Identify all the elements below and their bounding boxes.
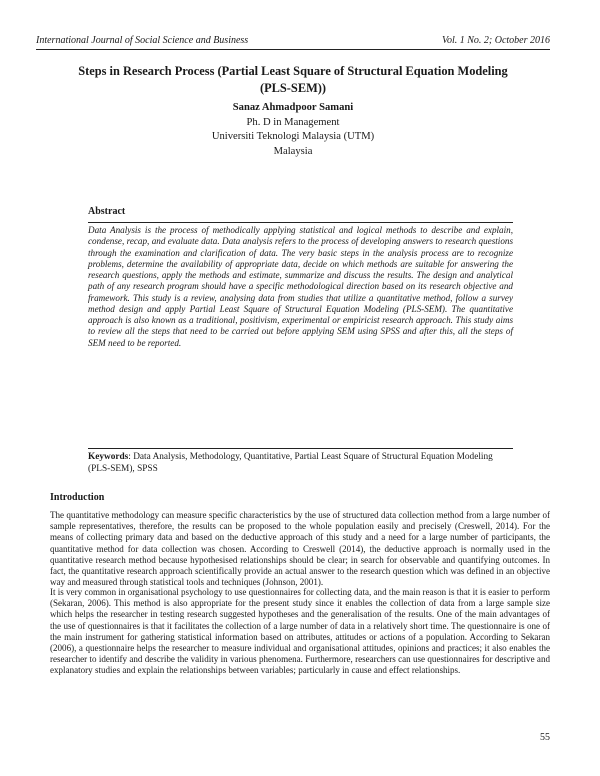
keywords-label: Keywords [88, 452, 129, 462]
abstract-bottom-divider [88, 448, 513, 449]
introduction-paragraph-2: It is very common in organisational psychology to use questionnaires for collecting data, and the main reason is that it is easier to perform (Sekaran, 2006). This method is also appropriate for the present study since it enables the collection of data from a large sample size which helps the researcher in testing research suggested hypotheses and the generalisation of the results. One of the main advantages of the use of questionnaires is that it facilitates the collection of a large number of data in a relatively short time. The questionnaire is one of the main instrument for gathering statistical information based on attributes, attitudes or actions of a population. According to Sekaran (2006), a questionnaire helps the researcher to measure individual and organisational attitudes, opinions and practices; it also enables the researcher to identify and describe the validity in various phenomena. Furthermore, researchers can use questionnaires for descriptive and explanatory studies and explain the relationships between variables; particularly in cause and effect relationships. [50, 587, 550, 676]
header-divider [36, 49, 550, 50]
keywords [88, 452, 513, 475]
keywords-text: : Data Analysis, Methodology, Quantitative, Partial Least Square of Structural Equation Modeling (PLS-SEM), SPSS [88, 452, 493, 474]
author-degree: Ph. D in Management [246, 116, 340, 128]
title-line-2: (PLS-SEM)) [259, 81, 327, 95]
issue-info: Vol. 1 No. 2; October 2016 [441, 35, 550, 46]
author-block [36, 101, 550, 159]
paper-title [36, 63, 550, 97]
page-number: 55 [540, 732, 550, 743]
introduction-paragraph-1: The quantitative methodology can measure specific characteristics by the use of structured data collection method from a large number of sample representatives, therefore, the results can be proposed to the whole population easily and precisely (Creswell, 2014). For the means of collecting primary data and based on the deductive approach of this study and a need for a large number of participants, the quantitative method for data collection was chosen. According to Creswell (2014), the deductive approach is normally used in the quantitative research method because hypothesised relationships should be clear; in search for observable and quantifying outcomes. In fact, the quantitative research approach scientifically provide an actual answer to the research question which was defined in an objective way and measured through statistical tools and techniques (Johnson, 2001). [50, 510, 550, 588]
introduction-heading: Introduction [50, 492, 105, 503]
abstract-top-divider [88, 222, 513, 223]
running-header [36, 34, 550, 48]
abstract-text: Data Analysis is the process of methodically applying statistical and logical methods to describe and explain, condense, recap, and evaluate data. Data analysis refers to the process of developing answers to research questions through the examination and clarification of data. The very basic steps in the analysis process are to recognize problems, determine the availability of appropriate data, decide on which methods are suitable for answering the research questions, apply the methods and estimate, summarize and discuss the results. The design and analytical path of any research program should have a specific methodological direction based on its research objective and framework. This study is a review, analysing data from studies that utilize a quantitative method, follow a survey method design and apply Partial Least Square of Structural Equation Modeling (PLS-SEM). The quantitative approach is also known as a traditional, positivism, experimental or empiricist research approach. This study aims to review all the steps that need to be carried out before applying SEM using SPSS and after this, all the steps of SEM need to be reported. [88, 225, 513, 348]
title-line-1: Steps in Research Process (Partial Least Square of Structural Equation Modeling [78, 64, 508, 78]
author-name: Sanaz Ahmadpoor Samani [232, 102, 354, 113]
journal-name: International Journal of Social Science and Business [36, 35, 249, 46]
abstract-heading: Abstract [88, 206, 126, 217]
author-affiliation: Universiti Teknologi Malaysia (UTM) [211, 131, 375, 142]
author-country: Malaysia [273, 145, 313, 157]
